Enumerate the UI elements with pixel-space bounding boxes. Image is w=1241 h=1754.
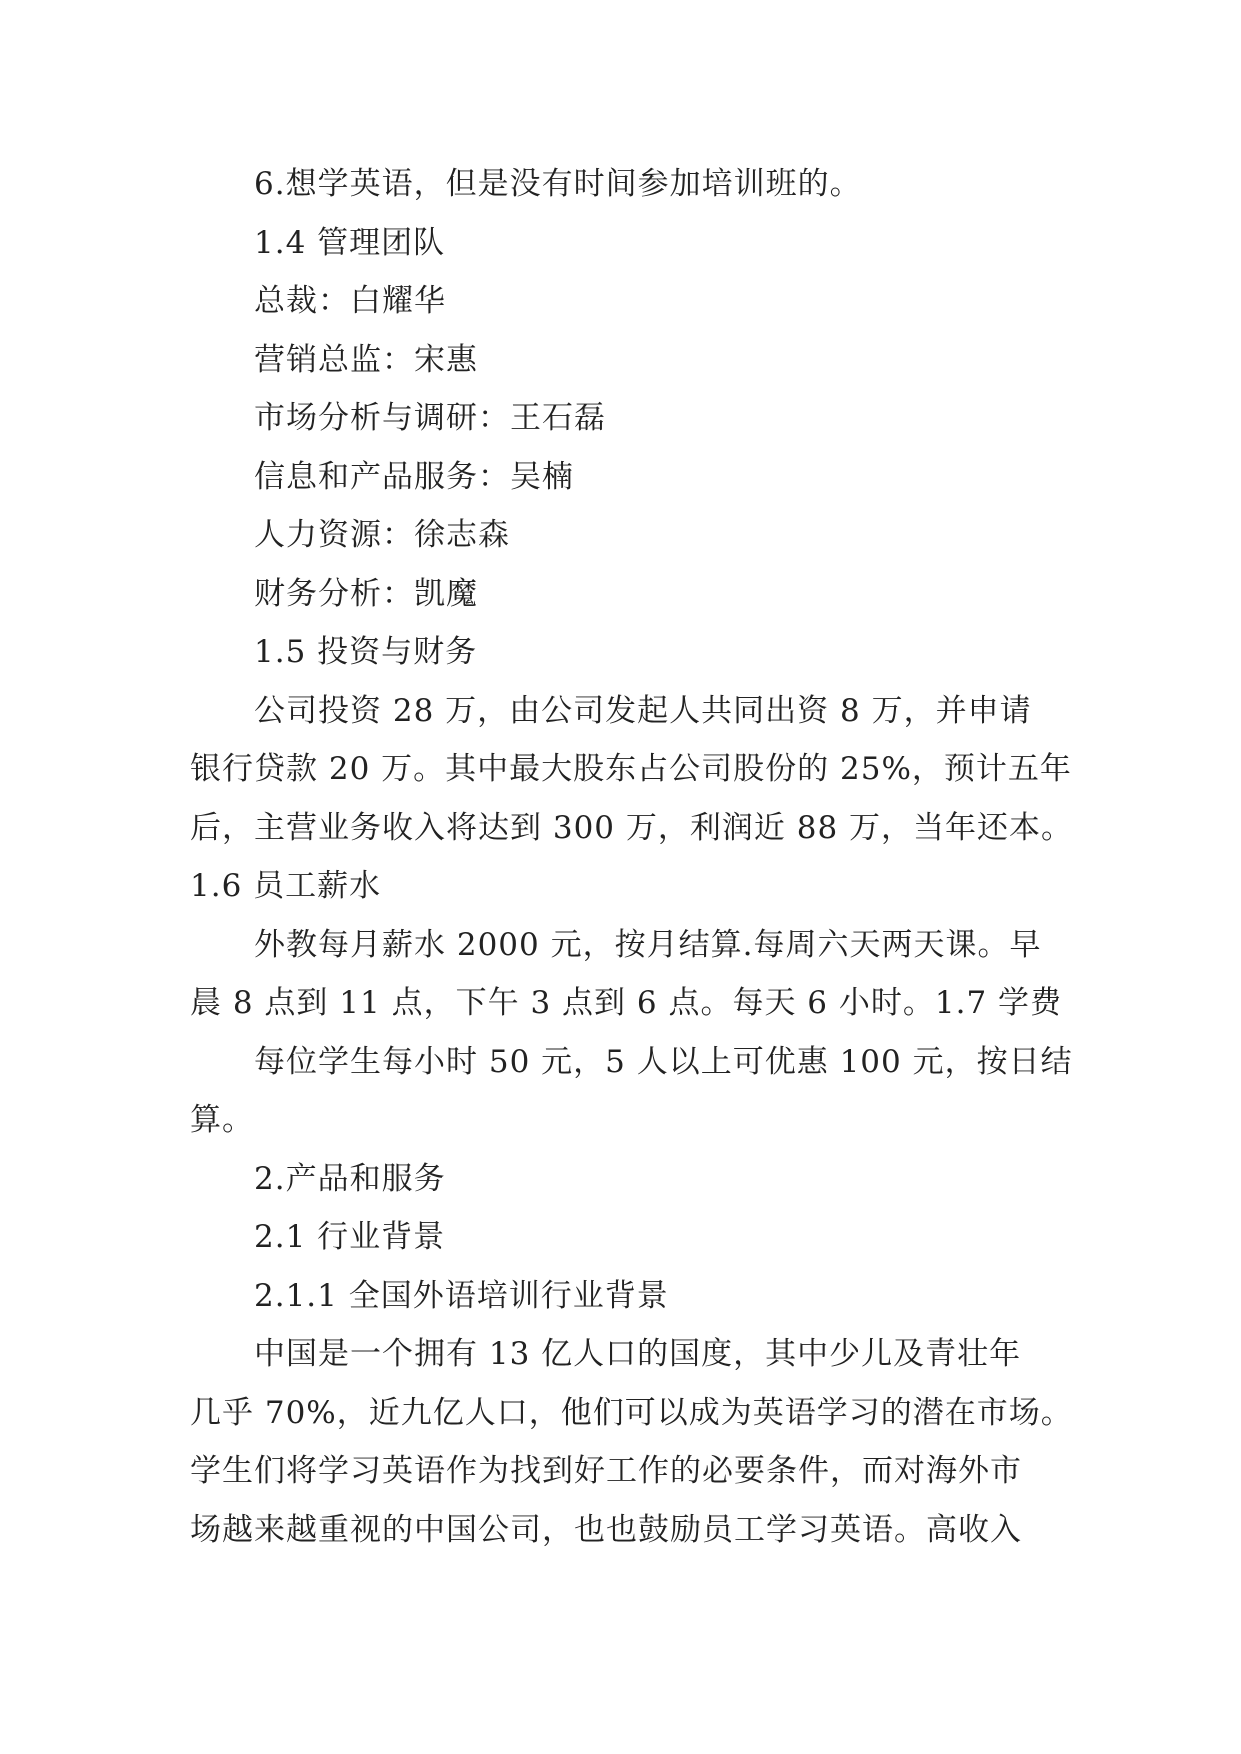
- section-heading-1-6: 1.6 员工薪水: [190, 868, 382, 904]
- paragraph-line: 晨 8 点到 11 点，下午 3 点到 6 点。每天 6 小时。1.7 学费: [190, 985, 1063, 1021]
- paragraph-line: 场越来越重视的中国公司，也也鼓励员工学习英语。高收入: [190, 1511, 1022, 1548]
- list-item-6: 6.想学英语，但是没有时间参加培训班的。: [254, 166, 862, 202]
- paragraph-line: 中国是一个拥有 13 亿人口的国度，其中少儿及青壮年: [254, 1336, 1022, 1372]
- paragraph-line: 几乎 70%，近九亿人口，他们可以成为英语学习的潜在市场。: [190, 1394, 1073, 1431]
- paragraph-line: 后，主营业务收入将达到 300 万，利润近 88 万，当年还本。: [190, 809, 1074, 846]
- paragraph-line: 每位学生每小时 50 元，5 人以上可优惠 100 元，按日结: [254, 1043, 1073, 1080]
- section-heading-2-1-1: 2.1.1 全国外语培训行业背景: [254, 1277, 669, 1314]
- section-heading-1-4: 1.4 管理团队: [254, 224, 446, 261]
- paragraph-line: 外教每月薪水 2000 元，按月结算.每周六天两天课。早: [254, 926, 1042, 963]
- team-member-ceo: 总裁：白耀华: [254, 283, 446, 319]
- paragraph-line: 学生们将学习英语作为找到好工作的必要条件，而对海外市: [190, 1453, 1022, 1489]
- document-body: [190, 155, 1074, 1559]
- paragraph-line: 公司投资 28 万，由公司发起人共同出资 8 万，并申请: [254, 692, 1032, 729]
- section-heading-1-5: 1.5 投资与财务: [254, 634, 478, 670]
- team-member-hr: 人力资源：徐志森: [254, 517, 510, 553]
- team-member-product-service: 信息和产品服务：吴楠: [254, 458, 574, 495]
- section-heading-2-1: 2.1 行业背景: [254, 1219, 446, 1255]
- paragraph-line: 银行贷款 20 万。其中最大股东占公司股份的 25%，预计五年: [190, 751, 1072, 787]
- paragraph-line: 算。: [190, 1102, 254, 1138]
- section-heading-2: 2.产品和服务: [254, 1160, 446, 1197]
- team-member-marketing: 营销总监：宋惠: [254, 341, 478, 378]
- team-member-market-research: 市场分析与调研：王石磊: [254, 400, 606, 436]
- team-member-finance: 财务分析：凯魔: [254, 575, 478, 612]
